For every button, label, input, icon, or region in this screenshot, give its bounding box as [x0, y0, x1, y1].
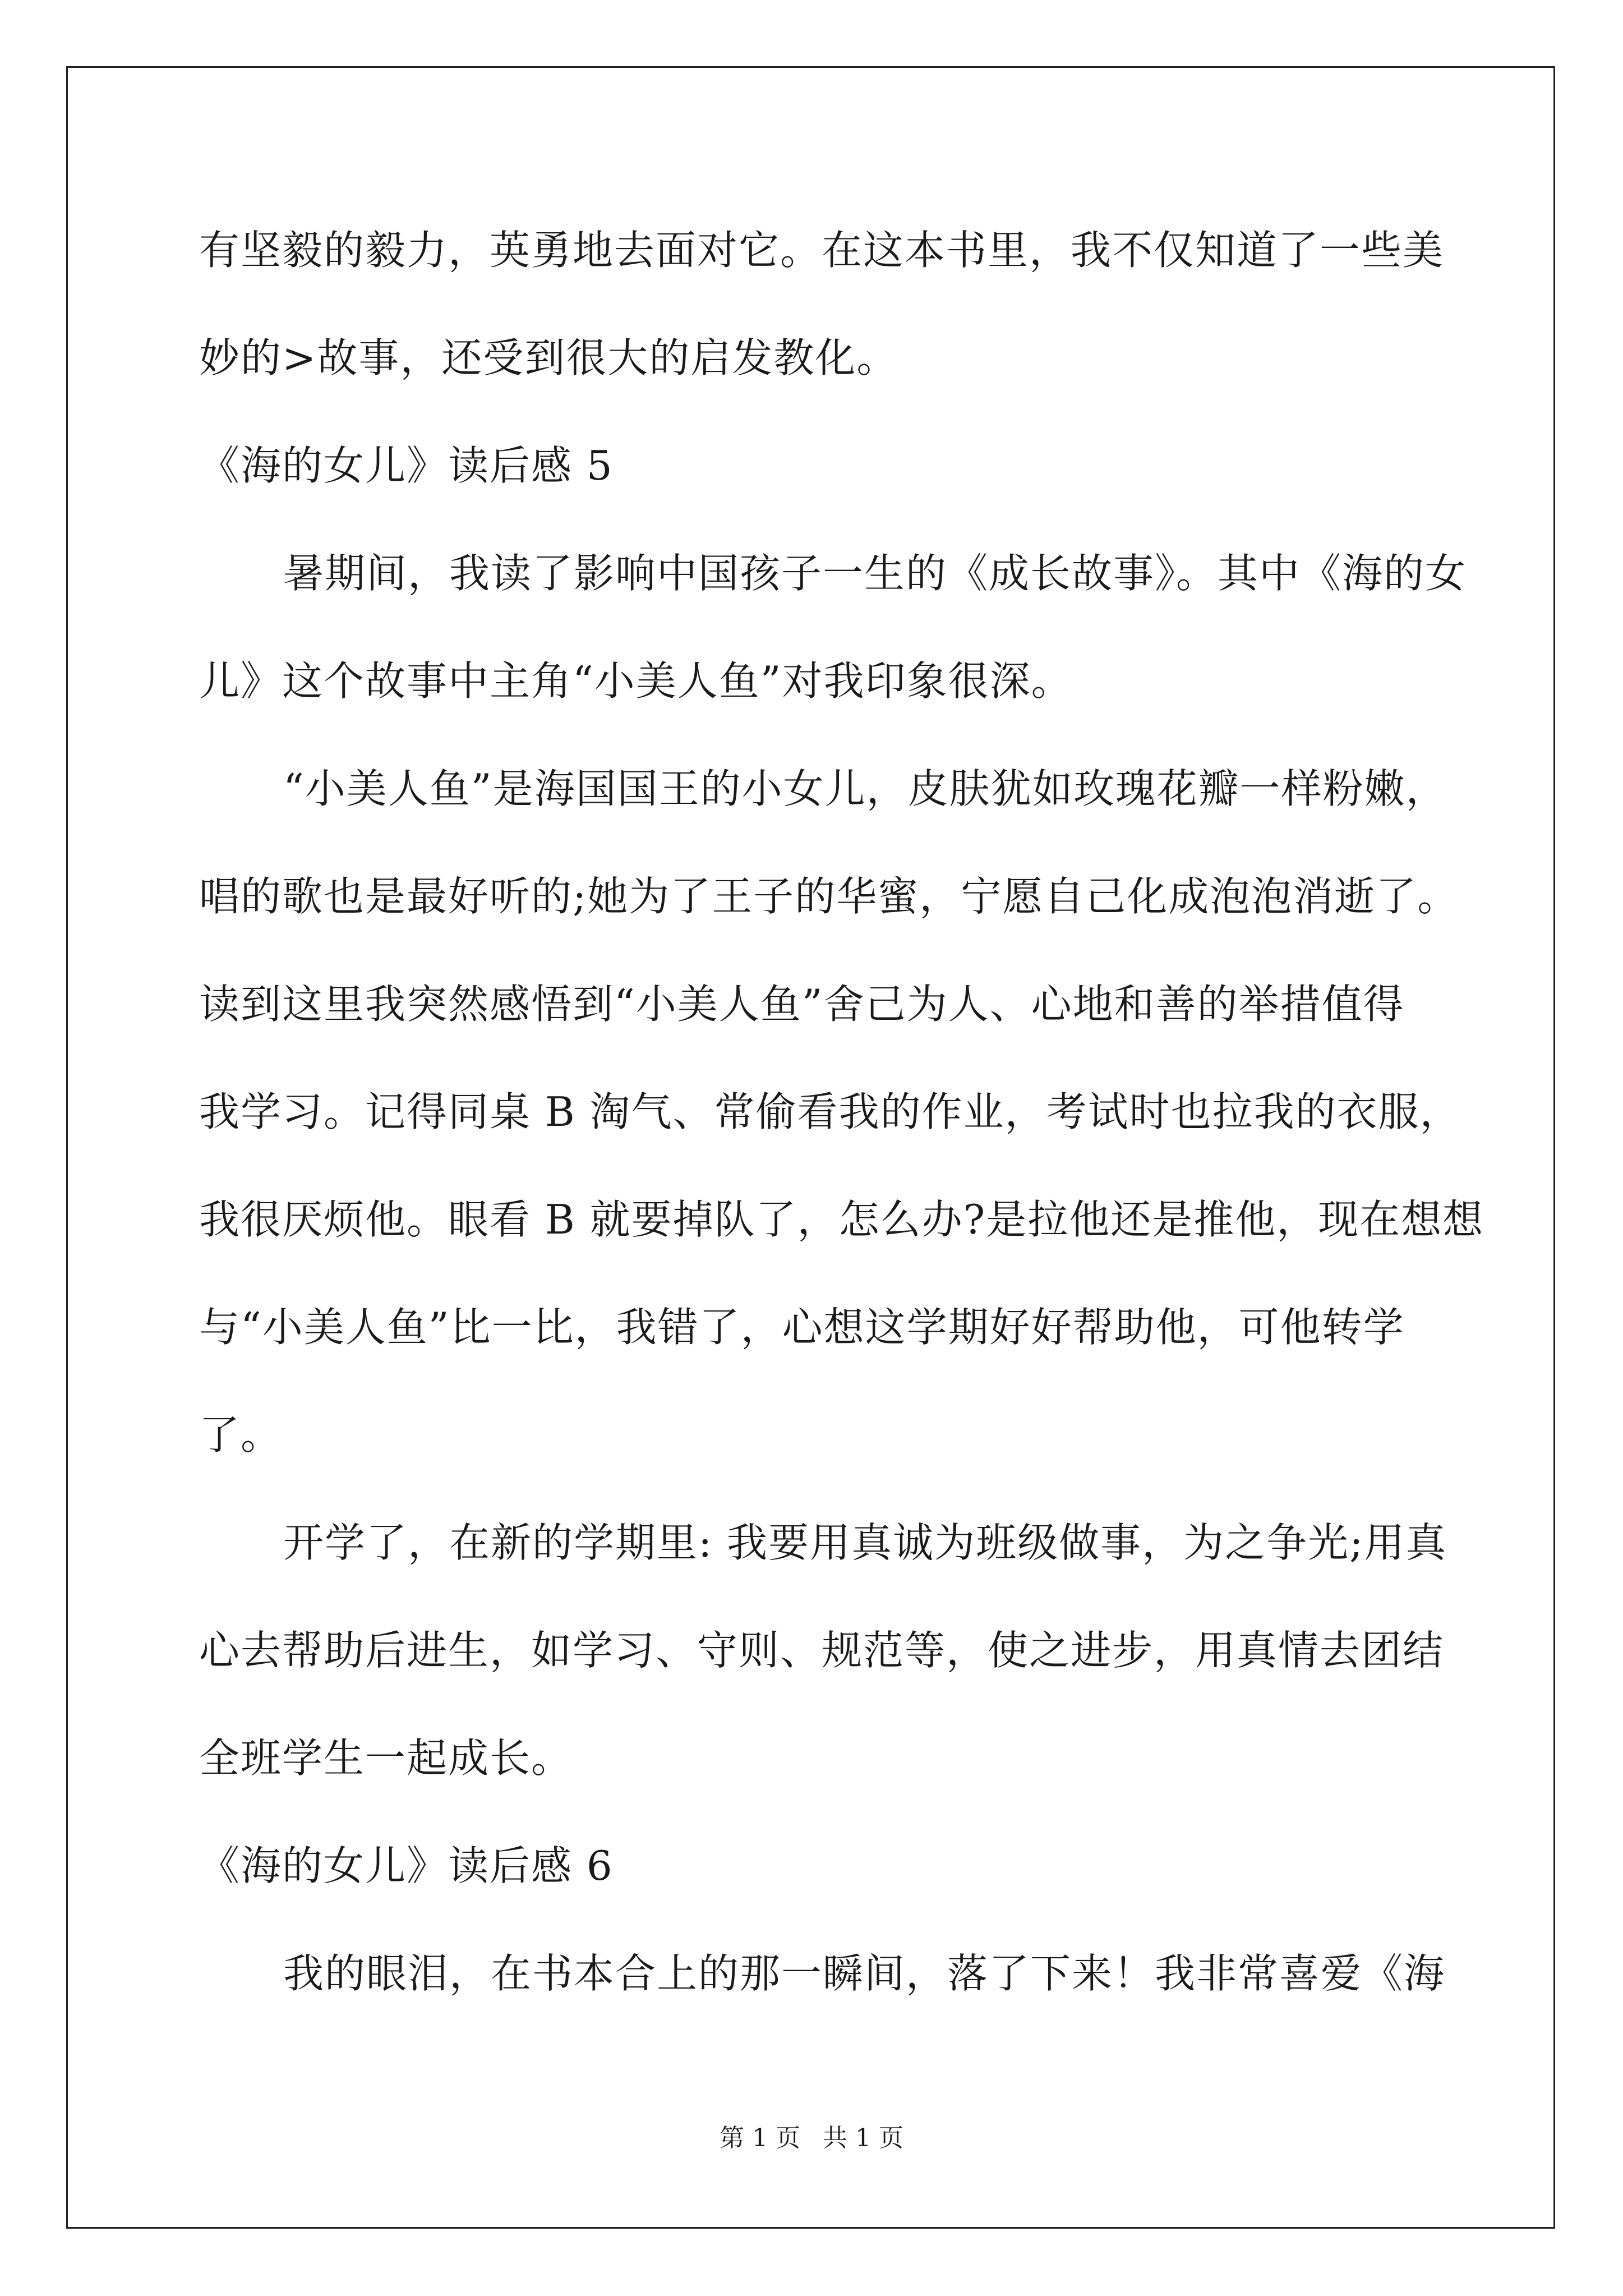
text-line: 唱的歌也是最好听的;她为了王子的华蜜，宁愿自己化成泡泡消逝了。 [199, 873, 1459, 920]
text-line: 读到这里我突然感悟到“小美人鱼”舍己为人、心地和善的举措值得 [199, 981, 1405, 1028]
section-heading-5: 《海的女儿》读后感 5 [199, 442, 614, 489]
text-line: 暑期间，我读了影响中国孩子一生的《成长故事》。其中《海的女 [283, 550, 1467, 597]
text-line: 儿》这个故事中主角“小美人鱼”对我印象很深。 [199, 657, 1073, 705]
text-line: 我的眼泪，在书本合上的那一瞬间，落了下来！我非常喜爱《海 [283, 1950, 1446, 1997]
page-total: 共 1 页 [823, 2124, 903, 2152]
text-line: 全班学生一起成长。 [199, 1734, 573, 1782]
text-line: 我很厌烦他。眼看 B 就要掉队了，怎么办?是拉他还是推他，现在想想 [199, 1196, 1484, 1243]
text-line: 开学了，在新的学期里: 我要用真诚为班级做事，为之争光;用真 [283, 1519, 1447, 1566]
page-number: 第 1 页 [720, 2124, 800, 2152]
text-line: 我学习。记得同桌 B 淘气、常偷看我的作业，考试时也拉我的衣服， [199, 1088, 1461, 1135]
text-line: 心去帮助后进生，如学习、守则、规范等，使之进步，用真情去团结 [199, 1627, 1445, 1674]
page-footer [0, 2126, 1623, 2151]
text-line: 妙的>故事，还受到很大的启发教化。 [199, 334, 898, 381]
text-line: 与“小美人鱼”比一比，我错了，心想这学期好好帮助他，可他转学 [199, 1304, 1405, 1351]
section-heading-6: 《海的女儿》读后感 6 [199, 1842, 614, 1889]
text-line: 了。 [199, 1411, 283, 1458]
page-border [66, 66, 1555, 2229]
text-line: “小美人鱼”是海国国王的小女儿，皮肤犹如玫瑰花瓣一样粉嫩， [283, 765, 1447, 812]
text-line: 有坚毅的毅力，英勇地去面对它。在这本书里，我不仅知道了一些美 [199, 227, 1445, 274]
